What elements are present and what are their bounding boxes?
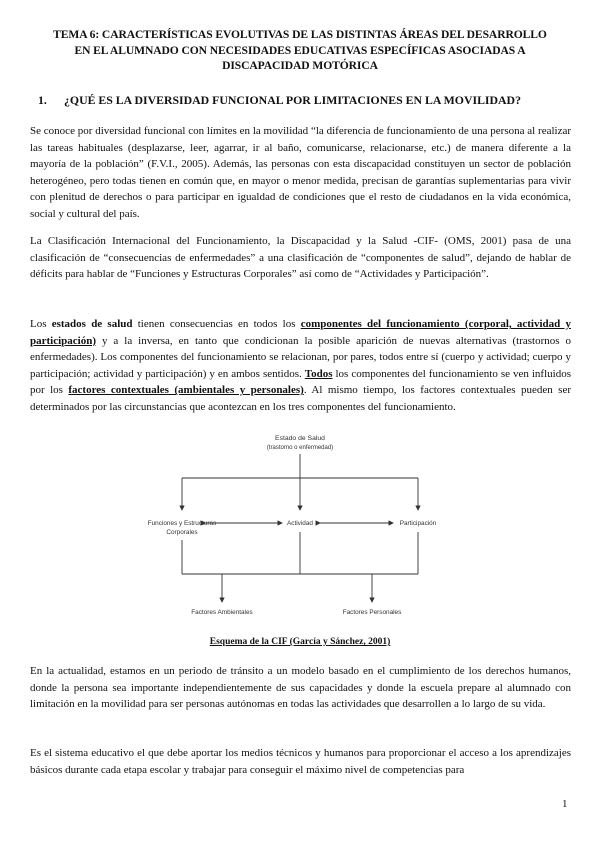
p3-text-3: y a la inversa, en tanto que condicionan la posible aparición de nuevas alternativas (trastornos o enfermedades). Los componentes del funcionamiento se relacionan, por pares, todos entre sí (cuerpo y actividad; cuerpo y participación; actividad y participación) y en ambos sentidos. [30, 334, 571, 380]
cif-diagram [140, 432, 460, 622]
p3-bold-componentes: componentes del funcionamiento (corporal, actividad y participación) [30, 318, 571, 347]
paragraph-1: Se conoce por diversidad funcional con límites en la movilidad “la diferencia de funcionamiento de una persona al realizar las tareas habituales (desplazarse, leer, agarrar, ir al baño, comunicarse, relacionarse, etc.) de manera diferente a la mayoría de la población” (F.V.I., 2005). Además, las personas con esta discapacidad constituyen un sector de población heterogéneo, pero todas tienen en común que, en mayor o menor medida, precisan de garantías suplementarias para vivir con plenitud de derechos o para participar en igualdad de condiciones que el resto de ciudadanos en la vida económica, social y cultural del país. [30, 125, 571, 220]
p3-text-4: los componentes del funcionamiento se ven influidos por los [30, 367, 571, 397]
p3-text-1: Los [30, 318, 52, 330]
title-line-1: TEMA 6: CARACTERÍSTICAS EVOLUTIVAS DE LAS DISTINTAS ÁREAS DEL DESARROLLO [53, 28, 547, 41]
p3-text-2: tienen consecuencias en todos los [132, 318, 301, 330]
section-heading [38, 93, 521, 108]
paragraph-5: Es el sistema educativo el que debe aportar los medios técnicos y humanos para proporcionar el acceso a los aprendizajes básicos durante cada etapa escolar y trabajar para conseguir el máximo nivel de competencias para [30, 747, 571, 776]
paragraph-2: La Clasificación Internacional del Funcionamiento, la Discapacidad y la Salud -CIF- (OMS, 2001) pasa de una clasificación de “consecuencias de enfermedades” a una clasificación de “componentes de salud”, dejando de hablar de déficits para hablar de “Funciones y Estructuras Corporales” así como de “Actividades y Participación”. [30, 235, 571, 281]
p3-text-5: . Al mismo tiempo, los factores contextuales pueden ser determinados por las circunstancias que acontezcan en los tres componentes del funcionamiento. [30, 384, 571, 413]
diagram-top-label: Estado de Salud [275, 435, 325, 442]
diagram-center-label: Actividad [287, 520, 313, 527]
diagram-top-sublabel: (trastorno o enfermedad) [266, 445, 334, 451]
document-title [30, 27, 570, 74]
section-number: 1. [38, 93, 47, 107]
page-number: 1 [562, 798, 568, 810]
paragraph-3 [30, 316, 571, 416]
diagram-bottom-right-label: Factores Personales [342, 609, 402, 616]
p3-bold-factores-contextuales: factores contextuales (ambientales y personales) [68, 384, 304, 397]
title-line-3: DISCAPACIDAD MOTÓRICA [222, 59, 378, 72]
section-heading-text: ¿QUÉ ES LA DIVERSIDAD FUNCIONAL POR LIMITACIONES EN LA MOVILIDAD? [64, 93, 521, 107]
diagram-left-label-line-2: Corporales [166, 529, 198, 536]
p3-bold-estados-de-salud: estados de salud [51, 318, 133, 330]
p3-bold-todos: Todos [304, 367, 333, 380]
diagram-right-label: Participación [399, 520, 437, 527]
diagram-caption: Esquema de la CIF (García y Sánchez, 2001) [209, 637, 391, 647]
title-line-2: EN EL ALUMNADO CON NECESIDADES EDUCATIVAS ESPECÍFICAS ASOCIADAS A [74, 43, 526, 57]
paragraph-4: En la actualidad, estamos en un periodo de tránsito a un modelo basado en el cumplimiento de los derechos humanos, donde la persona sea importante independientemente de sus capacidades y donde la escuela prepare al alumnado con limitación en la movilidad para ser personas autónomas en todas las actividades que desarrollen a lo largo de su vida. [30, 665, 571, 711]
diagram-left-label-line-1: Funciones y Estructuras [147, 520, 217, 527]
diagram-bottom-left-label: Factores Ambientales [191, 609, 253, 616]
